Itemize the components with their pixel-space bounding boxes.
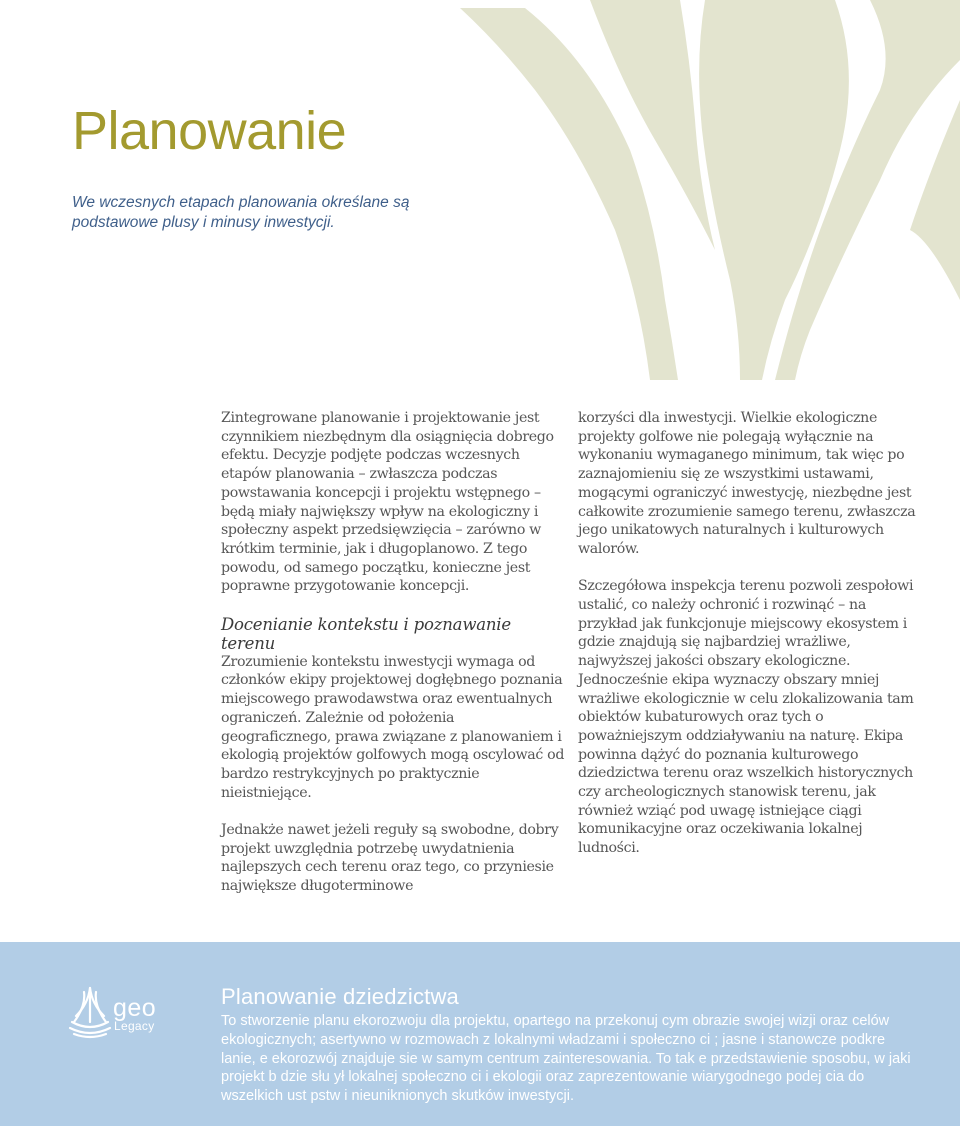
page-title: Planowanie — [72, 101, 347, 161]
page-subtitle: We wczesnych etapach planowania określane są podstawowe plusy i minusy inwestycji. — [72, 194, 410, 231]
logo-wordmark-legacy: Legacy — [114, 1019, 155, 1033]
right-column — [578, 409, 918, 877]
left-paragraph-3: Jednakże nawet jeżeli reguły są swobodne, dobry projekt uwzględnia potrzebę uwydatnienia najlepszych cech terenu oraz tego, co przyniesie największe długoterminowe — [221, 822, 559, 895]
arch-band-far-right — [910, 100, 960, 300]
logo-wordmark-geo: geo — [113, 994, 157, 1022]
right-paragraph-1: korzyści dla inwestycji. Wielkie ekologiczne projekty golfowe nie polegają wyłącznie na wykonaniu wymaganego minimum, tak więc po zaznajomieniu się ze wszystkimi ustawami, mogącymi ograniczyć inwestycję, niezbędne jest całkowite zrozumienie samego terenu, zwłaszcza jego unikatowych naturalnych i kulturowych walorów. — [578, 410, 916, 557]
footer-title: Planowanie dziedzictwa — [221, 984, 459, 1009]
footer-text: To stworzenie planu ekorozwoju dla projektu, opartego na przekonuj cym obrazie swojej wizji oraz celów ekologicznych; asertywno w rozmowach z lokalnymi władzami i społeczno ci ; jasne i stanowcze podkre lanie, e ekorozwój znajduje sie w samym centrum zainteresowania. To tak e przedstawienie sposobu, w jaki projekt b dzie słu ył lokalnej społeczno ci i ekologii oraz zaprezentowanie wiarygodnego podej cia do wszelkich ust pstw i nieuniknionych skutków inwestycji. — [221, 1013, 911, 1105]
right-paragraph-2: Szczegółowa inspekcja terenu pozwoli zespołowi ustalić, co należy ochronić i rozwinąć – na przykład jak funkcjonuje miejscowy ekosystem i gdzie znajdują się najbardziej wrażliwe, najwyższej jakości obszary ekologiczne. Jednocześnie ekipa wyznaczy obszary mniej wrażliwe ekologicznie w celu zlokalizowania tam obiektów kubaturowych oraz tych o poważniejszym oddziaływaniu na naturę. Ekipa powinna dążyć do poznania kulturowego dziedzictwa terenu oraz wszelkich historycznych czy archeologicznych stanowisk terenu, jak również wziąć pod uwagę istniejące ciągi komunikacyjne oraz oczekiwania lokalnej ludności. — [578, 578, 914, 857]
left-column — [221, 409, 566, 915]
section-heading: Docenianie kontekstu i poznawanie terenu — [221, 614, 511, 653]
left-paragraph-1: Zintegrowane planowanie i projektowanie jest czynnikiem niezbędnym dla osiągnięcia dobrego efektu. Decyzje podjęte podczas wczesnych etapów planowania – zwłaszcza podczas powstawania koncepcji i projektu wstępnego – będą miały największy wpływ na ekologiczny i społeczny aspekt przedsięwzięcia – zarówno w krótkim terminie, jak i długoplanowo. Z tego powodu, od samego początku, konieczne jest poprawne przygotowanie koncepcji. — [221, 410, 554, 595]
arch-stem-center — [699, 0, 849, 380]
left-paragraph-2: Zrozumienie kontekstu inwestycji wymaga od członków ekipy projektowej dogłębnego poznania miejscowego prawodawstwa oraz ewentualnych ograniczeń. Zależnie od położenia geograficznego, prawa związane z planowaniem i ekologią projektów golfowych mogą oscylować od bardzo restrykcyjnych po praktycznie nieistniejące. — [221, 653, 565, 801]
decorative-arch-graphic — [440, 0, 960, 380]
